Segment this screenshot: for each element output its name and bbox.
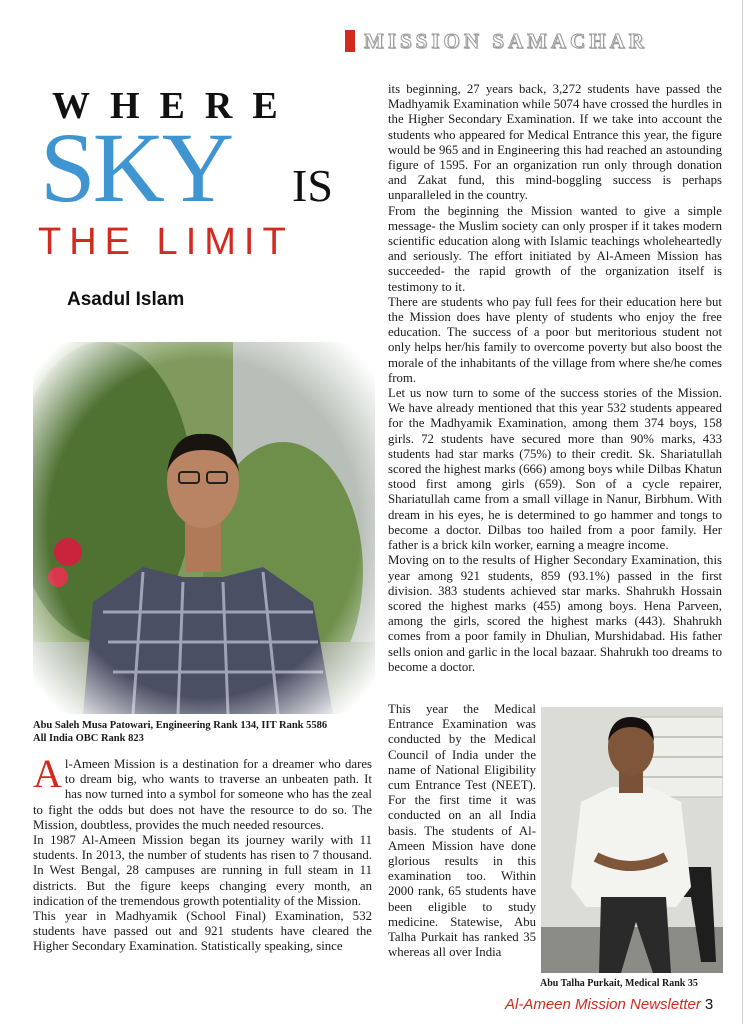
newsletter-name: Al-Ameen Mission Newsletter xyxy=(505,996,701,1013)
paragraph-neet: This year the Medical Entrance Examination was conducted by the Medical Council of India under the name of National Eligibility cum Entrance Test (NEET). For the first time it was conducted on an all India basis. The students of Al-Ameen Mission have done glorious results in this examination too. Within 2000 rank, 65 students have been eligible to study medicine. Statewise, Abu Talha Purkait has ranked 35 whereas all over India xyxy=(388,702,536,960)
page-footer xyxy=(505,996,713,1014)
drop-cap: A xyxy=(33,751,62,796)
photo1-caption-line2: All India OBC Rank 823 xyxy=(33,733,144,744)
page-number: 3 xyxy=(704,996,714,1013)
paragraph-history: In 1987 Al-Ameen Mission began its journey warily with 11 students. In 2013, the number of students has risen to 7 thousand. In West Bengal, 28 campuses are running in full steam in 11 districts. But the figure keeps changing every month, an indication of the tremendous growth potentiality of the Mission. xyxy=(33,833,372,908)
header-accent-bar xyxy=(345,30,355,52)
author-byline: Asadul Islam xyxy=(67,289,185,310)
paragraph-results-cont: its beginning, 27 years back, 3,272 students have passed the Madhyamik Examination while 5074 have crossed the hurdles in the Higher Secondary Examination. If we take into account the students who appeared for Medical Entrance this year, the figure would be 965 and in Engineering this had reached an astounding figure of 1595. For an organization run only through donation and Zakat fund, this mind-boggling success is perhaps unparalleled in the country. xyxy=(388,82,722,203)
paragraph-higher-secondary: Moving on to the results of Higher Secondary Examination, this year among 921 students, 859 (93.1%) passed in the first division. 383 students achieved star marks. Shahrukh Hossain scored the highest marks (455) among boys. Hena Parveen, among the girls, scored the highest marks (443). Shahrukh comes from a poor family in Dhulian, Murshidabad. His father sells onion and garlic in the local bazaar. Shahrukh too dreams to become a doctor. xyxy=(388,553,722,674)
section-title: MISSION SAMACHAR xyxy=(364,29,648,53)
page-edge-divider xyxy=(742,0,743,1024)
right-column-text xyxy=(388,82,722,675)
paragraph-intro-text: l-Ameen Mission is a destination for a dreamer who dares to dream big, who wants to traverse an unbeaten path. It has now turned into a symbol for someone who has the zeal to fight the odds but does not have the resource to do so. The Mission, doubtless, provides the much needed resources. xyxy=(33,757,372,832)
student-photo-engineering xyxy=(33,342,375,714)
paragraph-intro xyxy=(33,751,372,833)
student-photo-medical xyxy=(541,707,723,973)
paragraph-madhyamik: Let us now turn to some of the success stories of the Mission. We have already mentioned that this year 532 students appeared for the Madhyamik Examination, among them 374 boys, 158 girls. 72 students have secured more than 90% marks, 433 students had star marks (75%) to their credit. Sk. Shariatullah scored the highest marks (666) among boys while Dilbas Khatun stood first among girls (659). Son of a cycle repairer, Shariatullah came from a small village in Nanur, Birbhum. With dream in his eyes, he is determined to go hammer and tongs to become a doctor. Dilbas too hailed from a poor family. Her father is a brick kiln worker, earning a meagre income. xyxy=(388,386,722,553)
photo1-caption xyxy=(33,719,378,745)
photo2-caption: Abu Talha Purkait, Medical Rank 35 xyxy=(540,978,698,989)
paragraph-fees: There are students who pay full fees for their education here but the Mission does have plenty of students who enjoy the free education. The success of a poor but meritorious student not only helps her/his family to overcome poverty but also boost the morale of the inhabitants of the village from where she/he comes from. xyxy=(388,294,722,385)
headline-where: WHERE xyxy=(52,85,298,127)
paragraph-message: From the beginning the Mission wanted to give a simple message- the Muslim society can only prosper if it takes modern scientific education along with Islamic teachings wholeheartedly and seriously. The effort initiated by Al-Ameen Mission has succeeded- the rapid growth of the organization itself is testimony to it. xyxy=(388,203,722,294)
left-column-text xyxy=(33,751,372,955)
photo1-caption-line1: Abu Saleh Musa Patowari, Engineering Rank 134, IIT Rank 5586 xyxy=(33,720,328,731)
headline-the-limit: THE LIMIT xyxy=(38,221,294,263)
headline-sky: SKY xyxy=(40,112,232,223)
headline-is: IS xyxy=(292,160,333,211)
paragraph-results: This year in Madhyamik (School Final) Examination, 532 students have passed out and 921 students have cleared the Higher Secondary Examination. Statistically speaking, since xyxy=(33,909,372,954)
narrow-column-text xyxy=(388,702,536,960)
